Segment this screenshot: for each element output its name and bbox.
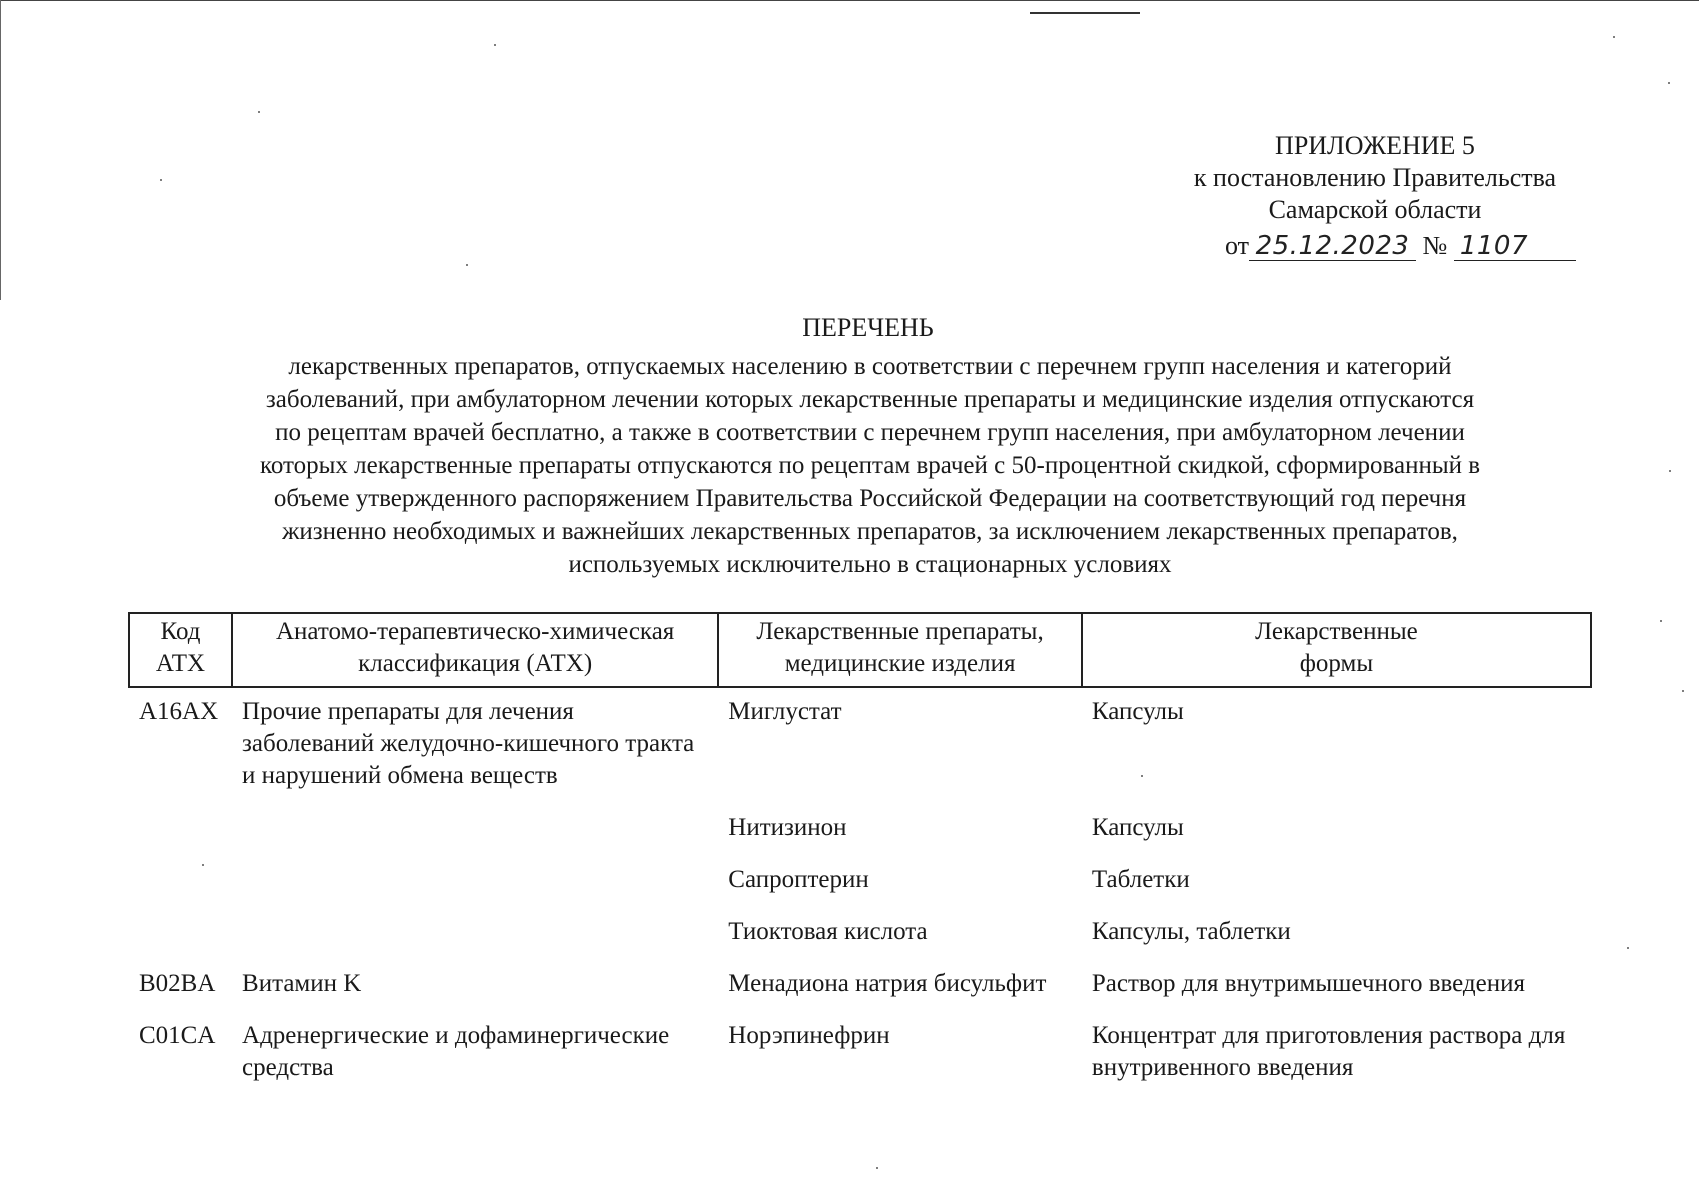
table-header-row (129, 613, 1591, 687)
cell-form: Концентрат для приготовления раствора для внутривенного введения (1091, 1022, 1566, 1081)
cell-code: C01CA (139, 1022, 216, 1049)
appendix-line-2: Самарской области (1268, 195, 1482, 224)
cell-form: Капсулы (1091, 814, 1184, 841)
header-code-line-2: АТХ (155, 650, 206, 677)
scan-speck (1669, 470, 1671, 472)
scan-speck (494, 44, 496, 46)
table-row (129, 1012, 1591, 1096)
description-line: лекарственных препаратов, отпускаемых населению в соответствии с перечнем групп населения и категорий (288, 353, 1452, 380)
cell-form: Капсулы (1091, 698, 1184, 725)
handwritten-date: 25.12.2023 (1249, 232, 1416, 261)
cell-classification: Адренергические и дофаминергические средства (242, 1022, 670, 1081)
header-drug-line-2: медицинские изделия (784, 650, 1016, 677)
header-form-line-2: формы (1299, 650, 1374, 677)
cell-code: A16AX (139, 698, 219, 725)
header-forms (1082, 613, 1591, 687)
number-sign: № (1422, 231, 1448, 260)
scan-speck (1668, 82, 1670, 84)
list-description (160, 350, 1580, 581)
header-drug-line-1: Лекарственные препараты, (756, 618, 1044, 645)
description-line: жизненно необходимых и важнейших лекарственных препаратов, за исключением лекарственных препаратов, (282, 518, 1458, 545)
appendix-header (1150, 130, 1600, 226)
list-title: ПЕРЕЧЕНЬ (802, 313, 934, 342)
cell-classification: Витамин K (242, 970, 362, 997)
header-drugs (718, 613, 1082, 687)
cell-classification (232, 908, 718, 960)
scan-speck (466, 264, 468, 266)
description-line: используемых исключительно в стационарных условиях (568, 551, 1172, 578)
cell-classification (232, 856, 718, 908)
description-line: по рецептам врачей бесплатно, а также в соответствии с перечнем групп населения, при амбулаторном лечении (275, 419, 1465, 446)
scan-speck (160, 179, 162, 181)
description-line: заболеваний, при амбулаторном лечении которых лекарственные препараты и медицинские изделия отпускаются (265, 386, 1475, 413)
scan-edge-top (0, 0, 1699, 1)
from-prefix: от (1225, 231, 1250, 260)
cell-drug: Тиоктовая кислота (728, 918, 928, 945)
description-line: которых лекарственные препараты отпускаются по рецептам врачей с 50-процентной скидкой, сформированный в (259, 452, 1481, 479)
appendix-line-1: к постановлению Правительства (1193, 163, 1557, 192)
cell-code: B02BA (139, 970, 216, 997)
atx-table (128, 612, 1592, 1096)
header-class-line-1: Анатомо-терапевтическо-химическая (275, 618, 675, 645)
cell-classification: Прочие препараты для лечения заболеваний желудочно-кишечного тракта и нарушений обмена веществ (242, 698, 695, 789)
cell-form: Таблетки (1091, 866, 1190, 893)
scan-speck (1613, 36, 1615, 38)
cell-code (129, 856, 232, 908)
handwritten-number: 1107 (1454, 232, 1576, 261)
scan-speck (876, 1167, 878, 1169)
header-class-line-2: классификация (АТХ) (358, 650, 593, 677)
cell-code (129, 804, 232, 856)
scan-speck (258, 111, 260, 113)
table-row (129, 960, 1591, 1012)
cell-drug: Нитизинон (728, 814, 847, 841)
scan-edge-left (0, 0, 1, 300)
cell-code (129, 908, 232, 960)
appendix-title: ПРИЛОЖЕНИЕ 5 (1275, 131, 1475, 160)
header-form-line-1: Лекарственные (1255, 618, 1418, 645)
cell-drug: Норэпинефрин (728, 1022, 890, 1049)
scan-artifact-dash (1030, 12, 1140, 14)
table-row (129, 908, 1591, 960)
description-line: объеме утвержденного распоряжением Правительства Российской Федерации на соответствующий год перечня (273, 485, 1467, 512)
scan-speck (1682, 690, 1684, 692)
header-code-line-1: Код (160, 618, 201, 645)
cell-drug: Менадиона натрия бисульфит (728, 970, 1047, 997)
cell-drug: Миглустат (728, 698, 842, 725)
cell-drug: Сапроптерин (728, 866, 869, 893)
header-classification (232, 613, 718, 687)
table-row (129, 804, 1591, 856)
scan-speck (1627, 947, 1629, 949)
table-row (129, 687, 1591, 804)
cell-form: Капсулы, таблетки (1091, 918, 1291, 945)
document-reference (1225, 228, 1576, 264)
cell-classification (232, 804, 718, 856)
table-row (129, 856, 1591, 908)
header-code (129, 613, 232, 687)
cell-form: Раствор для внутримышечного введения (1091, 970, 1526, 997)
scan-speck (1660, 620, 1662, 622)
